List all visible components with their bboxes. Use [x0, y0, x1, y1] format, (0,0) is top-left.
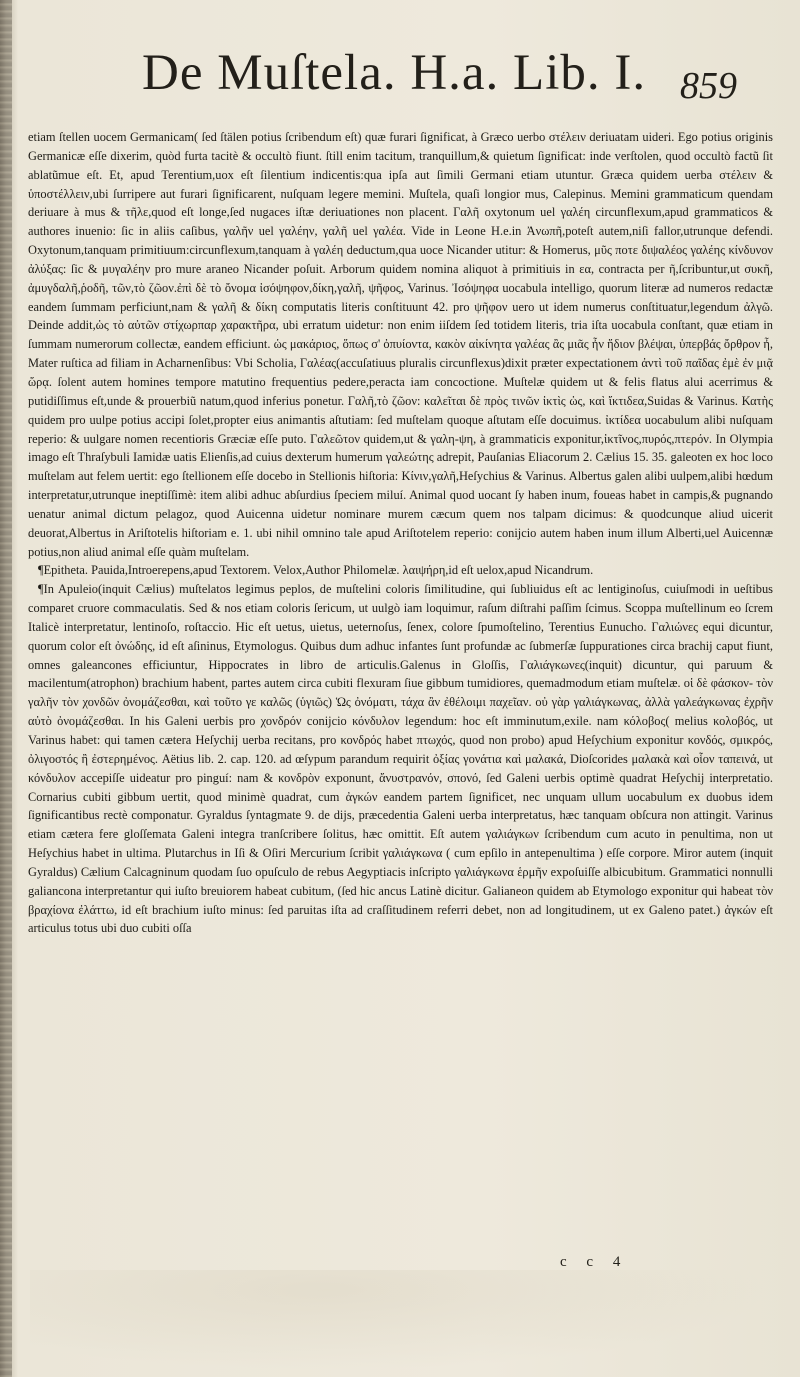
paragraph-apuleius: ¶In Apuleio(inquit Cælius) muſtelatos legimus peplos, de muſtelini coloris ſimilitudine, qui ſubliuidus eſt ac lentiginoſus, cuiuſmodi in ueſtibus comparet cruore commaculatis. Sed & nos etiam coloris ſericum, ut uulgò iam loquimur, raſum diſtrahi paſſim ſcimus. Scoppa muſtellinum eo ſcrem Italicè interpretatur, lentinoſo, roſtaccio. Hic eſt uetus, uietus, ueternoſus, ſenex, colore ſpumoſtelino, Terentius Eunucho. Γαλιώνες equi dicuntur, quorum color eſt ὀνώδης, id eſt aſininus, Etymologus. Quibus dum adhuc infantes ſunt profundæ ac ſubmerſæ ſuppurationes circa brachij caput fiunt, omnes galeancones efficiuntur, Hippocrates in libro de articulis.Galenus in Gloſſis, Γαλιάγκωνες(inquit) dicuntur, qui paruum & macilentum(atrophon) brachium habent, partes autem circa cubiti flexuram ſiue gibbum tumidiores, quemadmodum etiam muſtelæ. οἱ δὲ φάσκον- τὸν γαλῆν τὸν χονδῶν ὀνομάζεσθαι, καὶ τοῦτο γε καλῶς (ὑγιῶς) Ὡς ὀνόματι, τάχα ἂν ἐθέλοιμι παχεῖαν. οὐ γὰρ γαλιάγκωνας, ἀλλὰ γαλεάγκωνας ἐχρῆν αὐτὸ ὀνομάζεσθαι. In his Galeni uerbis pro χονδρόν conijcio κόνδυλον legendum: hoc eſt imminutum,exile. nam κόλοβος( melius κολοβός, ut Varinus habet: qui tamen cætera Heſychij uerba recitans, pro κονδρός habet πτωχός, quod non probo) apud Heſychium exponitur κονδός, σμικρός, ὀλιγοστός ἢ ἐστερημένος. Aëtius lib. 2. cap. 120. ad œſypum parandum requirit ὀξίας γονάτια καὶ μαλακά, Dioſcorides μαλακὰ καὶ οἷον ταπεινά, ut κόνδυλον accepiſſe uideatur pro pinguí: nam & κονδρὸν exponunt, ἄνυστρανόν, σπονό, ſed Galeni uerbis optimè quadrat Heſychij interpretatio. Cornarius cubiti gibbum uertit, quod minimè quadrat, cum ἀγκών eandem partem ſignificet, nec unquam ullum uocabulum ex duobus idem ſignificantibus rectè componatur. Gyraldus ſyntagmate 9. de dijs, præcedentia Galeni uerba interpretatus, hæc tanquam obſcura non attingit. Varinus etiam cætera fere gloſſemata Galeni integra tranſcribere ſolitus, hæc omittit. Eſt autem γαλιάγκων ſcribendum cum acuto in penultima, non ut Heſychius habet in ultima. Plutarchus in Iſi & Oſiri Mercurium ſcribit γαλιάγκωνα ( cum epſilo in antepenultima ) eſſe corpore. Miror autem (inquit Gyraldus) Cælium Calcagninum quodam ſuo opuſculo de rebus Aegyptiacis inſcripto γαλιάγκωνα ἑρμῆν expoſuiſſe albicubitum. Grammatici nonnulli galiancona interpretantur qui iuſto breuiorem habeat cubitum, (ſed hic ancus Latinè dicitur. Galianeon quidem ab Etymologo exponitur qui habeat τὸν βραχίονα ἐλάττω, id eſt brachium iuſto minus: ſed paruitas iſta ad craſſitudinem referri debet, non ad longitudinem, ut ex Galeno patet.) ἀγκών eſt articulus totus ubi duo cubiti oſſa: [28, 582, 773, 936]
page-number: 859: [680, 65, 737, 107]
book-gutter: [0, 0, 12, 1377]
paragraph-epitheta: ¶Epitheta. Pauida,Introerepens,apud Textorem. Velox,Author Philomelæ. λαιψήρη,id eſt uelox,apud Nicandrum.: [38, 563, 594, 578]
page-header: [0, 42, 800, 117]
body-text: [28, 128, 773, 938]
running-head: De Muſtela. H.a. Lib. I.: [142, 45, 647, 101]
paper-stain: [30, 1270, 770, 1370]
paragraph-etymology: etiam ſtellen uocem Germanicam( ſed ſtälen potius ſcribendum eſt) quæ furari ſignificat, à Græco uerbo στέλειν deriuatam uideri. Ego potius originis Germanicæ eſſe dixerim, quòd furta tacitè & occultò fiunt. ſtill enim tacitum, tranquillum,& quietum ſignificat: inde verſtolen, quod occultò factũ ſit ablatũmue eſt. Et, apud Terentium,uox eſt ſilentium indicentis:qua ipſa aut ſimili Germani etiam utuntur. Græca quidem uerba στέλειν & ὑποστέλλειν,ubi ſurripere aut furari ſignificarent, nuſquam legere memini. Muſtela, quaſi longior mus, Calepinus. Memini grammaticum quendam deriuare à mus & τῆλε,quod eſt longe,ſed nugaces iſtæ deriuationes non placent. Γαλῆ oxytonum uel γαλέη circunflexum,apud grammaticos & authores inuenio: ſic in aliis caſibus, γαλῆν uel γαλέην, γαλῆ uel γαλέα. Vide in Leone H.e.in Ἀνωπῆ,poteſt autem,niſi fallor,utrunque defendi. Oxytonum,tanquam primitiuum:circunflexum,tanquam à γαλέη deductum,qua uoce Nicander utitur: & Homerus, μῦς ποτε διψαλέος γαλέης κίνδυνον ἀλύξας: ſic & μυγαλέην pro mure araneo Nicander poſuit. Arborum quidem nomina aliquot à primitiuis in εα, contracta per ῆ,ſcribuntur,ut συκῆ, ἀμυγδαλῆ,ῥοδῆ, τῶν,τὸ ζῶον.ἐπὶ δὲ τὸ ὄνομα ἰσόψηφον,δίκη,γαλῆ, ψῆφος, Varinus. Ἰσόψηφα uocabula intelligo, quorum literæ ad numeros redactæ eandem ſummam perficiunt,nam & γαλῆ & δίκη computatis literis conſtituunt 42. pro ψῆφον uero ut idem numerus conſtituatur,legendum ἀλγῶ. Deinde addit,ὡς τὸ αὐτῶν στίχωρπαρ χαρακτῆρα, ubi erratum uidetur: non enim iiſdem ſed totidem literis, tria iſta uocabula conſtant, quæ etiam in ſummam numerorum collectæ, eandem efficiunt. ὡς μακάριος, ὅπως σ' ὀπυίοντα, κακὸν αἰκίνητα γαλέας ἂς μιᾶς ἦν ἥδιον βλέψαι, ὑπερβάς ὄρθρον ἦ, Mater ruſtica ad filiam in Acharnenſibus: Vbi Scholia, Γαλέας(accuſatiuus pluralis circunflexus)dixit præter expectationem ἀντὶ τοῦ παῖδας ἐμὲ ἐν μιᾷ ὥρᾳ. ſolent autem homines tempore matutino frequentius pedere,peracta iam concoctione. Muſtelæ quidem ut & felis flatus alui acerrimus & putidiſſimus eſt,unde & prouerbiũ natum,quod inferius ponetur. Γαλῆ,τὸ ζῶον: καλεῖται δὲ πρὸς τινῶν ἰκτὶς ὡς, καὶ ἴκτιδεα,Suidas & Varinus. Κατὴς quidem pro uulpe potius accipi ſolet,propter eius animantis aſtutiam: ſed muſtelam quoque aſtutam eſſe docuimus. ἰκτίδεα uocabulum alibi nuſquam reperio: & uulgare nomen recentioris Græciæ eſſe puto. Γαλεῶτον quidem,ut & γαλη-ψη, à grammaticis exponitur,ἰκτῖνος,πυρός,πτερόν. In Olympia imago eſt Thraſybuli Iamidæ uatis Elienſis,ad cuius dexterum humerum γαλεώτης adrepit, Pauſanias Eliacorum 2. Cælius 15. 35. galeoten ex hoc loco muſtelam aut felem uertit: ego ſtellionem eſſe docebo in Stellionis hiſtoria: Κίνιν,γαλῆ,Heſychius & Varinus. Albertus galen alibi uulpem,alibi hœdum interpretatur,utrunque ineptiſſimè: item alibi adhuc abſurdius ſpeciem miluí. Animal quod uocant ſy haben inum, foueas habet in campis,& pugnando uenatur animal dictum pelagoz, quod Auicenna uidetur nominare murem cæcum quem nos talpam dicimus: & quodcunque aliud uicerit deuorat,Albertus in Ariſtotelis hiſtoriam e. 1. ubi nihil omnino tale apud Ariſtotelem reperio: conijcio autem haben inum illum Alberti,uel Auicennæ potius,non aliud animal eſſe quàm muſtelam.: [28, 130, 773, 559]
signature-mark: c c 4: [560, 1254, 629, 1270]
